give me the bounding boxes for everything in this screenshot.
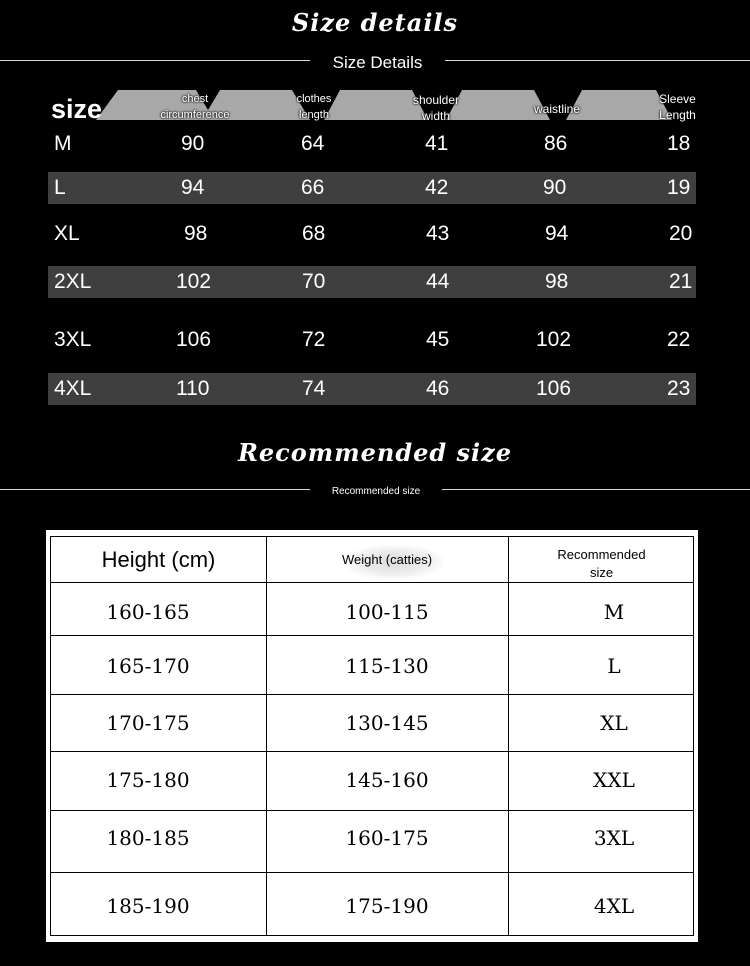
row-divider: [51, 872, 693, 873]
weight-cell: 130-145: [345, 711, 429, 735]
weight-cell: 160-175: [345, 826, 429, 850]
chest-cell: 94: [181, 176, 205, 199]
waist-cell: 106: [536, 377, 572, 400]
size-cell: L: [607, 654, 621, 678]
size-row: [48, 128, 696, 160]
divider-right: [445, 60, 750, 61]
divider-left: [0, 60, 310, 61]
size-row: [48, 266, 696, 298]
header-weight-cell: [266, 537, 508, 582]
size-details-script-title: Size details: [291, 8, 459, 37]
column-divider: [508, 537, 509, 935]
height-cell: 185-190: [106, 894, 190, 918]
size-column-label: size: [51, 94, 103, 124]
size-row: [48, 324, 696, 356]
weight-cell: 175-190: [345, 894, 429, 918]
waist-cell: 86: [544, 132, 568, 155]
column-divider: [266, 537, 267, 935]
size-cell: XXL: [593, 768, 635, 792]
size-cell: M: [603, 600, 625, 624]
weight-cell: 115-130: [345, 654, 429, 678]
length-cell: 64: [301, 132, 325, 155]
size-cell: XL: [54, 222, 80, 245]
waist-cell: 102: [536, 328, 572, 351]
size-cell: 4XL: [593, 894, 635, 918]
recommended-table-card: [46, 530, 698, 942]
size-cell: 2XL: [54, 270, 92, 293]
weight-cell: 100-115: [345, 600, 429, 624]
row-divider: [51, 810, 693, 811]
sleeve-cell: 20: [669, 222, 693, 245]
size-cell: L: [54, 176, 66, 199]
length-cell: 68: [302, 222, 326, 245]
length-cell: 74: [302, 377, 326, 400]
chest-cell: 106: [176, 328, 212, 351]
row-divider: [51, 694, 693, 695]
header-waistline: waistline: [533, 102, 581, 116]
chest-cell: 110: [176, 377, 210, 400]
recommended-script-title: Recommended size: [237, 438, 513, 467]
header-height: Height (cm): [101, 547, 216, 572]
row-divider: [51, 582, 693, 583]
size-cell: 3XL: [593, 826, 635, 850]
header-shoulder-width: shoulder width: [412, 93, 460, 123]
shoulder-cell: 43: [426, 222, 450, 245]
sleeve-cell: 23: [667, 377, 691, 400]
recommended-table: [50, 536, 694, 936]
recommended-subtitle: Recommended size: [331, 486, 421, 497]
row-divider: [51, 751, 693, 752]
chest-cell: 102: [176, 270, 212, 293]
header-weight: Weight (catties): [341, 552, 433, 567]
height-cell: 180-185: [106, 826, 190, 850]
length-cell: 66: [301, 176, 325, 199]
shoulder-cell: 44: [426, 270, 450, 293]
sleeve-cell: 18: [667, 132, 691, 155]
size-cell: 3XL: [54, 328, 92, 351]
header-clothes-length: clothes length: [296, 93, 332, 121]
header-chest: chest circumference: [160, 93, 230, 121]
height-cell: 160-165: [106, 600, 190, 624]
weight-cell: 145-160: [345, 768, 429, 792]
size-cell: XL: [600, 711, 628, 735]
size-row: [48, 218, 696, 250]
shoulder-cell: 42: [425, 176, 449, 199]
waist-cell: 90: [543, 176, 567, 199]
size-row: [48, 373, 696, 405]
shoulder-cell: 41: [425, 132, 449, 155]
height-cell: 170-175: [106, 711, 190, 735]
header-sleeve-length: Sleeve Length: [659, 92, 696, 122]
waist-cell: 98: [545, 270, 569, 293]
length-cell: 70: [302, 270, 326, 293]
header-recommended-size: Recommended size: [557, 547, 646, 580]
chest-cell: 90: [181, 132, 205, 155]
divider-left: [0, 489, 310, 490]
sleeve-cell: 19: [667, 176, 691, 199]
shoulder-cell: 45: [426, 328, 450, 351]
sleeve-cell: 22: [667, 328, 691, 351]
row-divider: [51, 635, 693, 636]
sleeve-cell: 21: [669, 270, 693, 293]
size-details-subtitle: Size Details: [332, 53, 423, 72]
size-cell: 4XL: [54, 377, 92, 400]
height-cell: 175-180: [106, 768, 190, 792]
length-cell: 72: [302, 328, 326, 351]
chest-cell: 98: [184, 222, 208, 245]
size-row: [48, 172, 696, 204]
shoulder-cell: 46: [426, 377, 450, 400]
height-cell: 165-170: [106, 654, 190, 678]
waist-cell: 94: [545, 222, 569, 245]
size-cell: M: [54, 132, 72, 155]
divider-right: [442, 489, 750, 490]
